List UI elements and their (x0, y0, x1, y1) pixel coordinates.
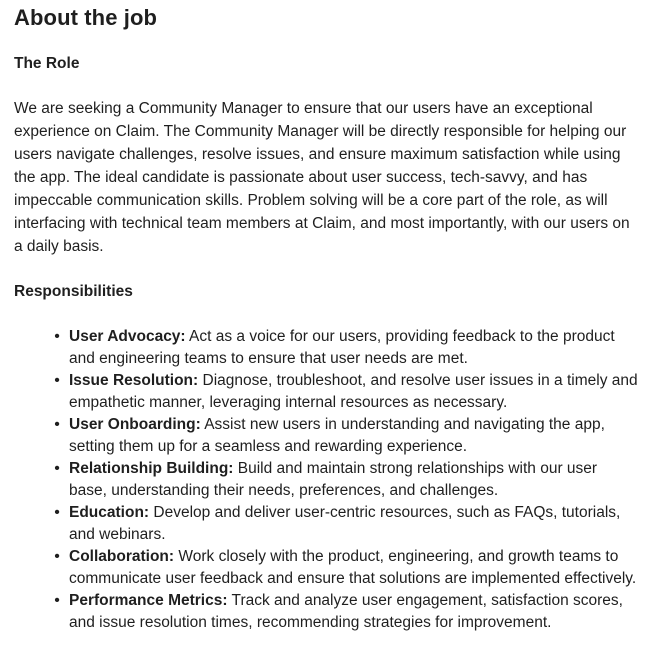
role-heading: The Role (14, 55, 80, 72)
list-item (14, 326, 639, 370)
bullet-icon (52, 590, 62, 612)
responsibility-text: Build and maintain strong relationships with our user base, understanding their needs, preferences, and challenges. (69, 460, 598, 499)
bullet-icon (52, 502, 62, 524)
list-item (14, 590, 639, 634)
responsibility-text: Assist new users in understanding and navigating the app, setting them up for a seamless and rewarding experience. (69, 416, 605, 455)
responsibility-term: Performance Metrics: (69, 592, 228, 609)
responsibility-term: Relationship Building: (69, 460, 234, 477)
bullet-icon (52, 326, 62, 348)
bullet-icon (52, 414, 62, 436)
page-title: About the job (14, 5, 158, 30)
responsibility-term: Issue Resolution: (69, 372, 199, 389)
bullet-icon (52, 458, 62, 480)
responsibility-text: Diagnose, troubleshoot, and resolve user issues in a timely and empathetic manner, leveraging internal resources as necessary. (69, 372, 638, 411)
responsibility-term: User Onboarding: (69, 416, 201, 433)
responsibilities-list (14, 326, 636, 634)
bullet-icon (52, 370, 62, 392)
role-description: We are seeking a Community Manager to ensure that our users have an exceptional experience on Claim. The Community Manager will be directly responsible for helping our users navigate challenges, resolve issues, and ensure maximum satisfaction while using the app. The ideal candidate is passionate about user success, tech-savvy, and has impeccable communication skills. Problem solving will be a core part of the role, as will interfacing with technical team members at Claim, and most importantly, with our users on a daily basis. (14, 100, 630, 255)
responsibility-text: Develop and deliver user-centric resources, such as FAQs, tutorials, and webinars. (69, 504, 621, 543)
responsibility-text: Work closely with the product, engineering, and growth teams to communicate user feedback and ensure that solutions are implemented effectively. (69, 548, 637, 587)
list-item (14, 370, 639, 414)
responsibility-term: User Advocacy: (69, 328, 186, 345)
list-item (14, 546, 639, 590)
list-item (14, 414, 639, 458)
bullet-icon (52, 546, 62, 568)
responsibilities-heading: Responsibilities (14, 283, 133, 300)
responsibility-term: Education: (69, 504, 150, 521)
responsibility-term: Collaboration: (69, 548, 175, 565)
responsibility-text: Track and analyze user engagement, satisfaction scores, and issue resolution times, recommending strategies for improvement. (69, 592, 623, 631)
responsibility-text: Act as a voice for our users, providing feedback to the product and engineering teams to ensure that user needs are met. (69, 328, 615, 367)
list-item (14, 502, 639, 546)
list-item (14, 458, 639, 502)
